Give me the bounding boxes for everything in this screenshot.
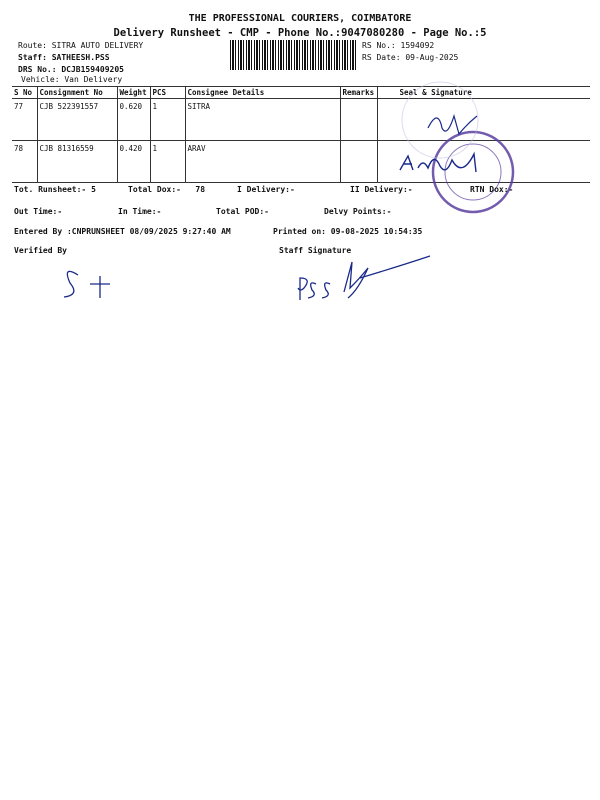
cell-weight: 0.620 — [117, 99, 150, 141]
in-time: In Time:- — [118, 207, 162, 216]
cell-consignee: SITRA — [185, 99, 340, 141]
cell-pcs: 1 — [150, 99, 185, 141]
rtn-dox: RTN Dox:- — [470, 185, 514, 194]
out-time: Out Time:- — [14, 207, 63, 216]
col-consignee: Consignee Details — [185, 87, 340, 99]
printed-on: Printed on: 09-08-2025 10:54:35 — [273, 227, 423, 236]
col-sno: S No — [12, 87, 37, 99]
route: Route: SITRA AUTO DELIVERY — [18, 41, 144, 50]
i-delivery: I Delivery:- — [237, 185, 295, 194]
total-dox: Total Dox:- 78 — [128, 185, 206, 194]
cell-consignment: CJB 522391557 — [37, 99, 117, 141]
cell-consignee: ARAV — [185, 141, 340, 183]
entered-by: Entered By :CNPRUNSHEET 08/09/2025 9:27:40 AM — [14, 227, 231, 236]
cell-pcs: 1 — [150, 141, 185, 183]
cell-sno: 78 — [12, 141, 37, 183]
delvy-points: Delvy Points:- — [324, 207, 392, 216]
col-weight: Weight — [117, 87, 150, 99]
cell-sno: 77 — [12, 99, 37, 141]
vehicle: Vehicle: Van Delivery — [21, 75, 123, 84]
signature-verified — [64, 271, 110, 298]
tot-runsheet: Tot. Runsheet:- 5 — [14, 185, 96, 194]
col-seal: Seal & Signature — [377, 87, 590, 99]
col-consignment: Consignment No — [37, 87, 117, 99]
verified-by: Verified By — [14, 246, 67, 255]
drs-number: DRS No.: DCJB159409205 — [18, 65, 124, 74]
staff: Staff: SATHEESH.PSS — [18, 53, 110, 62]
col-remarks: Remarks — [340, 87, 377, 99]
rs-date: RS Date: 09-Aug-2025 — [362, 53, 459, 62]
cell-weight: 0.420 — [117, 141, 150, 183]
runsheet-subtitle: Delivery Runsheet - CMP - Phone No.:9047080280 - Page No.:5 — [113, 27, 487, 39]
staff-signature-label: Staff Signature — [279, 246, 352, 255]
ii-delivery: II Delivery:- — [350, 185, 413, 194]
col-pcs: PCS — [150, 87, 185, 99]
signature-stamp-graphics — [0, 0, 600, 320]
rs-number: RS No.: 1594092 — [362, 41, 435, 50]
signature-arav — [400, 154, 476, 172]
total-pod: Total POD:- — [216, 207, 269, 216]
company-title: THE PROFESSIONAL COURIERS, COIMBATORE — [188, 13, 412, 24]
signature-staff — [298, 256, 430, 300]
cell-consignment: CJB 81316559 — [37, 141, 117, 183]
